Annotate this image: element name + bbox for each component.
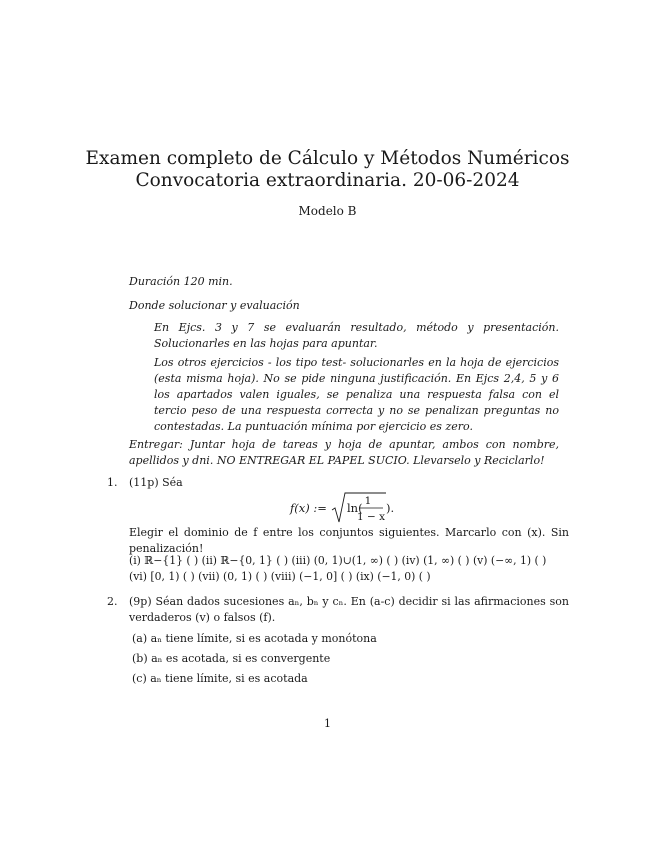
sqrt-expression bbox=[290, 491, 410, 527]
formula-numerator: 1 bbox=[364, 495, 372, 507]
question-2-number: 2. bbox=[107, 595, 118, 608]
instructions-paragraph-1: En Ejcs. 3 y 7 se evaluarán resultado, método y presentación. Solucionarles en las hojas para apuntar. bbox=[154, 321, 559, 350]
question-2-item-c: (c) aₙ tiene límite, si es acotada bbox=[132, 672, 308, 685]
exam-title: Examen completo de Cálculo y Métodos Numéricos bbox=[85, 148, 570, 169]
question-1-intro: (11p) Séa bbox=[129, 476, 183, 489]
question-1-text: Elegir el dominio de f entre los conjuntos siguientes. Marcarlo con (x). Sin penalización! bbox=[129, 526, 569, 555]
delivery-instructions: Entregar: Juntar hoja de tareas y hoja de apuntar, ambos con nombre, apellidos y dni. NO ENTREGAR EL PAPEL SUCIO. Llevarselo y Reciclarlo! bbox=[129, 438, 559, 467]
question-2-item-b: (b) aₙ es acotada, si es convergente bbox=[132, 652, 331, 665]
function-formula bbox=[290, 491, 410, 525]
exam-model: Modelo B bbox=[298, 204, 357, 218]
page-number: 1 bbox=[324, 717, 331, 730]
question-1-number: 1. bbox=[107, 476, 118, 489]
formula-lhs: f(x) := bbox=[290, 501, 327, 515]
formula-fn: ln( bbox=[347, 501, 363, 515]
formula-tail: ). bbox=[386, 501, 395, 515]
question-1-options-line-1[interactable]: (i) ℝ−{1} ( ) (ii) ℝ−{0, 1} ( ) (iii) (0, 1)∪(1, ∞) ( ) (iv) (1, ∞) ( ) (v) (−∞, 1) ( ) bbox=[129, 554, 547, 567]
instructions-paragraph-2: Los otros ejercicios - los tipo test- solucionarles en la hoja de ejercicios (esta misma hoja). No se pide ninguna justificación. En Ejcs 2,4, 5 y 6 los apartados valen iguales, se penaliza una respuesta falsa con el tercio peso de una respuesta correcta y no se penalizan preguntas no contestadas. La puntuación mínima por ejercicio es zero. bbox=[154, 356, 559, 433]
question-2-text: (9p) Séan dados sucesiones aₙ, bₙ y cₙ. En (a-c) decidir si las afirmaciones son verdaderos (v) o falsos (f). bbox=[129, 595, 569, 624]
question-2-item-a: (a) aₙ tiene límite, si es acotada y monótona bbox=[132, 632, 377, 645]
where-heading: Donde solucionar y evaluación bbox=[129, 299, 300, 312]
duration-text: Duración 120 min. bbox=[129, 275, 233, 288]
formula-denominator: 1 − x bbox=[356, 511, 386, 523]
question-1-options-line-2[interactable]: (vi) [0, 1) ( ) (vii) (0, 1) ( ) (viii) (−1, 0] ( ) (ix) (−1, 0) ( ) bbox=[129, 570, 431, 583]
exam-subtitle: Convocatoria extraordinaria. 20-06-2024 bbox=[135, 170, 520, 191]
